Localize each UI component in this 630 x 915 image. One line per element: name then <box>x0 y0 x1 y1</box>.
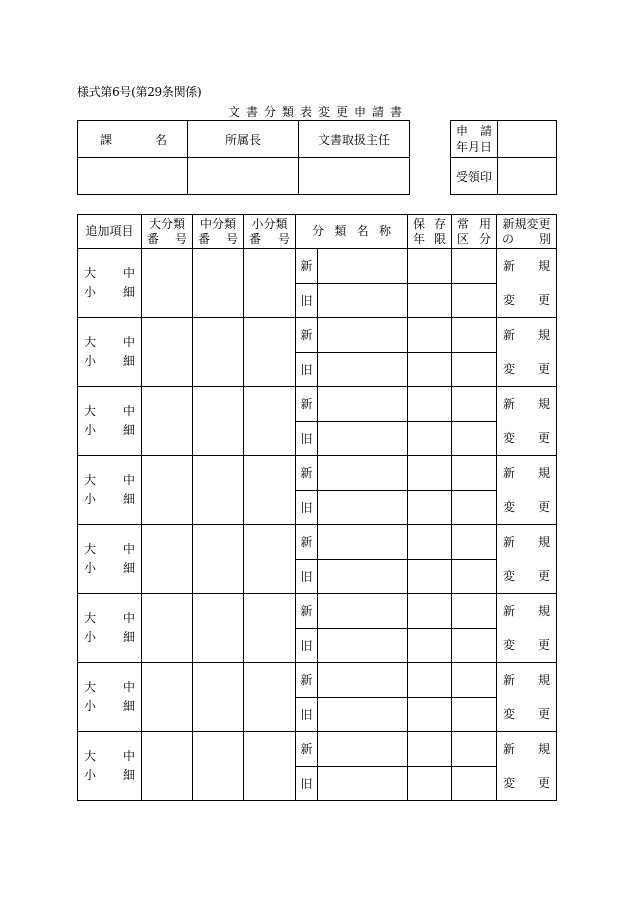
mid-number-field[interactable] <box>193 594 244 663</box>
old-usage-field[interactable] <box>452 697 497 732</box>
col-major-label: 大分類 <box>148 216 185 231</box>
cat-mid-label: 中 <box>122 335 135 349</box>
kind-new-b: 規 <box>537 535 550 549</box>
kind-change-a: 変 <box>503 638 516 652</box>
old-retention-field[interactable] <box>408 421 452 456</box>
category-cell[interactable] <box>78 456 142 525</box>
category-cell[interactable] <box>78 249 142 318</box>
minor-number-field[interactable] <box>244 663 296 732</box>
kind-new-b: 規 <box>537 742 550 756</box>
cat-detail-label: 細 <box>122 699 135 713</box>
new-name-field[interactable] <box>318 732 408 767</box>
old-retention-field[interactable] <box>408 283 452 318</box>
new-label: 新 <box>296 525 318 560</box>
old-name-field[interactable] <box>318 490 408 525</box>
cat-detail-label: 細 <box>122 423 135 437</box>
new-retention-field[interactable] <box>408 732 452 767</box>
cat-large-label: 大 <box>84 611 97 625</box>
cat-detail-label: 細 <box>122 561 135 575</box>
cat-small-label: 小 <box>84 630 97 644</box>
director-header: 所属長 <box>188 121 299 158</box>
col-header-major <box>142 215 193 249</box>
category-cell[interactable] <box>78 663 142 732</box>
cat-mid-label: 中 <box>122 542 135 556</box>
new-name-field[interactable] <box>318 456 408 491</box>
old-retention-field[interactable] <box>408 559 452 594</box>
cat-small-label: 小 <box>84 354 97 368</box>
director-seal-field[interactable] <box>188 158 299 195</box>
new-label: 新 <box>296 318 318 353</box>
receipt-seal-field[interactable] <box>498 158 557 195</box>
mid-number-field[interactable] <box>193 318 244 387</box>
kind-new-b: 規 <box>537 397 550 411</box>
new-retention-field[interactable] <box>408 594 452 629</box>
col-name-4: 称 <box>378 224 391 238</box>
section-name-field[interactable] <box>78 158 188 195</box>
kind-change-b: 更 <box>537 431 550 445</box>
apply-label-b: 請 <box>479 124 492 138</box>
col-kind-label: 新規変更 <box>502 216 551 231</box>
cat-small-label: 小 <box>84 768 97 782</box>
kind-new-a: 新 <box>503 466 516 480</box>
new-retention-field[interactable] <box>408 318 452 353</box>
new-name-field[interactable] <box>318 594 408 629</box>
new-name-field[interactable] <box>318 525 408 560</box>
col-mid-label: 中分類 <box>199 216 236 231</box>
new-name-field[interactable] <box>318 249 408 284</box>
new-usage-field[interactable] <box>452 249 497 284</box>
new-retention-field[interactable] <box>408 387 452 422</box>
kind-new-b: 規 <box>537 328 550 342</box>
mid-number-field[interactable] <box>193 456 244 525</box>
category-cell[interactable] <box>78 525 142 594</box>
kind-change-a: 変 <box>503 362 516 376</box>
col-use-a2: 用 <box>478 216 491 231</box>
new-name-field[interactable] <box>318 663 408 698</box>
cat-detail-label: 細 <box>122 630 135 644</box>
old-name-field[interactable] <box>318 628 408 663</box>
major-number-field[interactable] <box>142 594 193 663</box>
cat-mid-label: 中 <box>122 680 135 694</box>
mid-number-field[interactable] <box>193 249 244 318</box>
new-usage-field[interactable] <box>452 732 497 767</box>
kind-new-b: 規 <box>537 673 550 687</box>
kind-change-a: 変 <box>503 776 516 790</box>
new-label: 新 <box>296 663 318 698</box>
old-label: 旧 <box>296 766 318 801</box>
old-usage-field[interactable] <box>452 352 497 387</box>
old-label: 旧 <box>296 559 318 594</box>
cat-mid-label: 中 <box>122 749 135 763</box>
kind-cell[interactable] <box>497 594 557 663</box>
new-retention-field[interactable] <box>408 663 452 698</box>
col-use-b1: 区 <box>457 231 470 246</box>
new-label: 新 <box>296 387 318 422</box>
major-number-field[interactable] <box>142 456 193 525</box>
col-keep-b2: 限 <box>433 231 446 246</box>
old-retention-field[interactable] <box>408 766 452 801</box>
category-cell[interactable] <box>78 318 142 387</box>
cat-large-label: 大 <box>84 473 97 487</box>
col-header-name <box>296 215 408 249</box>
col-use-a1: 常 <box>457 216 470 231</box>
section-name-header <box>78 121 188 158</box>
manager-seal-field[interactable] <box>299 158 410 195</box>
cat-small-label: 小 <box>84 699 97 713</box>
col-keep-a1: 保 <box>413 216 426 231</box>
minor-number-field[interactable] <box>244 456 296 525</box>
cat-large-label: 大 <box>84 680 97 694</box>
new-usage-field[interactable] <box>452 456 497 491</box>
cat-mid-label: 中 <box>122 266 135 280</box>
cat-large-label: 大 <box>84 404 97 418</box>
old-name-field[interactable] <box>318 352 408 387</box>
section-label-b: 名 <box>154 132 167 147</box>
new-label: 新 <box>296 594 318 629</box>
minor-number-field[interactable] <box>244 318 296 387</box>
old-label: 旧 <box>296 490 318 525</box>
col-header-mid <box>193 215 244 249</box>
cat-large-label: 大 <box>84 542 97 556</box>
kind-change-a: 変 <box>503 707 516 721</box>
receipt-seal-header: 受領印 <box>451 158 498 195</box>
col-minor-sub2: 号 <box>277 231 290 246</box>
minor-number-field[interactable] <box>244 594 296 663</box>
old-name-field[interactable] <box>318 766 408 801</box>
old-usage-field[interactable] <box>452 559 497 594</box>
old-usage-field[interactable] <box>452 421 497 456</box>
col-header-usage <box>452 215 497 249</box>
manager-header: 文書取扱主任 <box>299 121 410 158</box>
old-retention-field[interactable] <box>408 697 452 732</box>
major-number-field[interactable] <box>142 249 193 318</box>
new-usage-field[interactable] <box>452 318 497 353</box>
col-name-1: 分 <box>312 224 325 238</box>
kind-change-b: 更 <box>537 707 550 721</box>
mid-number-field[interactable] <box>193 387 244 456</box>
minor-number-field[interactable] <box>244 732 296 801</box>
col-keep-b1: 年 <box>413 231 426 246</box>
old-label: 旧 <box>296 421 318 456</box>
kind-change-b: 更 <box>537 500 550 514</box>
col-major-sub2: 号 <box>174 231 187 246</box>
old-name-field[interactable] <box>318 421 408 456</box>
new-retention-field[interactable] <box>408 525 452 560</box>
kind-new-a: 新 <box>503 535 516 549</box>
col-minor-label: 小分類 <box>251 216 288 231</box>
cat-detail-label: 細 <box>122 285 135 299</box>
minor-number-field[interactable] <box>244 249 296 318</box>
kind-new-b: 規 <box>537 604 550 618</box>
cat-large-label: 大 <box>84 335 97 349</box>
kind-cell[interactable] <box>497 318 557 387</box>
old-name-field[interactable] <box>318 559 408 594</box>
kind-new-a: 新 <box>503 742 516 756</box>
col-mid-sub2: 号 <box>225 231 238 246</box>
cat-mid-label: 中 <box>122 473 135 487</box>
old-label: 旧 <box>296 697 318 732</box>
cat-mid-label: 中 <box>122 404 135 418</box>
new-name-field[interactable] <box>318 318 408 353</box>
old-name-field[interactable] <box>318 283 408 318</box>
cat-small-label: 小 <box>84 285 97 299</box>
cat-small-label: 小 <box>84 423 97 437</box>
old-usage-field[interactable] <box>452 283 497 318</box>
kind-change-a: 変 <box>503 500 516 514</box>
old-retention-field[interactable] <box>408 352 452 387</box>
mid-number-field[interactable] <box>193 525 244 594</box>
col-use-b2: 分 <box>478 231 491 246</box>
kind-new-b: 規 <box>537 466 550 480</box>
old-label: 旧 <box>296 352 318 387</box>
col-kind-sub2: 別 <box>538 231 551 246</box>
kind-change-b: 更 <box>537 569 550 583</box>
apply-date-field[interactable] <box>498 121 557 158</box>
kind-cell[interactable] <box>497 525 557 594</box>
new-label: 新 <box>296 456 318 491</box>
kind-change-a: 変 <box>503 431 516 445</box>
kind-new-a: 新 <box>503 397 516 411</box>
old-retention-field[interactable] <box>408 628 452 663</box>
col-mid-sub1: 番 <box>198 231 211 246</box>
kind-new-a: 新 <box>503 328 516 342</box>
section-label-a: 課 <box>100 132 113 147</box>
old-retention-field[interactable] <box>408 490 452 525</box>
kind-new-b: 規 <box>537 259 550 273</box>
major-number-field[interactable] <box>142 387 193 456</box>
approval-table <box>77 120 410 195</box>
apply-label-a: 申 <box>456 124 469 138</box>
kind-change-b: 更 <box>537 362 550 376</box>
new-retention-field[interactable] <box>408 456 452 491</box>
old-name-field[interactable] <box>318 697 408 732</box>
col-header-item: 追加項目 <box>78 215 142 249</box>
kind-cell[interactable] <box>497 732 557 801</box>
new-label: 新 <box>296 732 318 767</box>
old-label: 旧 <box>296 628 318 663</box>
major-number-field[interactable] <box>142 732 193 801</box>
new-retention-field[interactable] <box>408 249 452 284</box>
category-cell[interactable] <box>78 387 142 456</box>
col-major-sub1: 番 <box>147 231 160 246</box>
category-cell[interactable] <box>78 732 142 801</box>
col-keep-a2: 存 <box>433 216 446 231</box>
new-usage-field[interactable] <box>452 663 497 698</box>
major-number-field[interactable] <box>142 525 193 594</box>
cat-detail-label: 細 <box>122 768 135 782</box>
col-header-retention <box>408 215 452 249</box>
kind-new-a: 新 <box>503 259 516 273</box>
col-name-2: 類 <box>334 224 347 238</box>
kind-change-a: 変 <box>503 569 516 583</box>
apply-date-header <box>451 121 498 158</box>
form-number: 様式第6号(第29条関係) <box>77 85 202 99</box>
cat-small-label: 小 <box>84 561 97 575</box>
cat-small-label: 小 <box>84 492 97 506</box>
new-usage-field[interactable] <box>452 387 497 422</box>
apply-date-label: 年月日 <box>455 140 492 154</box>
col-header-minor <box>244 215 296 249</box>
cat-detail-label: 細 <box>122 354 135 368</box>
col-minor-sub1: 番 <box>249 231 262 246</box>
new-usage-field[interactable] <box>452 594 497 629</box>
minor-number-field[interactable] <box>244 525 296 594</box>
category-cell[interactable] <box>78 594 142 663</box>
kind-cell[interactable] <box>497 249 557 318</box>
col-header-kind <box>497 215 557 249</box>
major-number-field[interactable] <box>142 318 193 387</box>
kind-change-b: 更 <box>537 293 550 307</box>
kind-change-b: 更 <box>537 776 550 790</box>
kind-cell[interactable] <box>497 663 557 732</box>
mid-number-field[interactable] <box>193 663 244 732</box>
kind-new-a: 新 <box>503 604 516 618</box>
major-number-field[interactable] <box>142 663 193 732</box>
col-name-3: 名 <box>356 224 369 238</box>
old-usage-field[interactable] <box>452 628 497 663</box>
new-label: 新 <box>296 249 318 284</box>
kind-cell[interactable] <box>497 387 557 456</box>
minor-number-field[interactable] <box>244 387 296 456</box>
kind-new-a: 新 <box>503 673 516 687</box>
document-title: 文書分類表変更申請書 <box>228 105 409 119</box>
col-kind-sub1: の <box>502 231 515 246</box>
new-usage-field[interactable] <box>452 525 497 560</box>
cat-mid-label: 中 <box>122 611 135 625</box>
classification-table <box>77 214 557 801</box>
cat-large-label: 大 <box>84 266 97 280</box>
old-usage-field[interactable] <box>452 490 497 525</box>
kind-change-b: 更 <box>537 638 550 652</box>
old-usage-field[interactable] <box>452 766 497 801</box>
cat-large-label: 大 <box>84 749 97 763</box>
stamp-table <box>450 120 557 195</box>
cat-detail-label: 細 <box>122 492 135 506</box>
kind-change-a: 変 <box>503 293 516 307</box>
new-name-field[interactable] <box>318 387 408 422</box>
kind-cell[interactable] <box>497 456 557 525</box>
old-label: 旧 <box>296 283 318 318</box>
mid-number-field[interactable] <box>193 732 244 801</box>
